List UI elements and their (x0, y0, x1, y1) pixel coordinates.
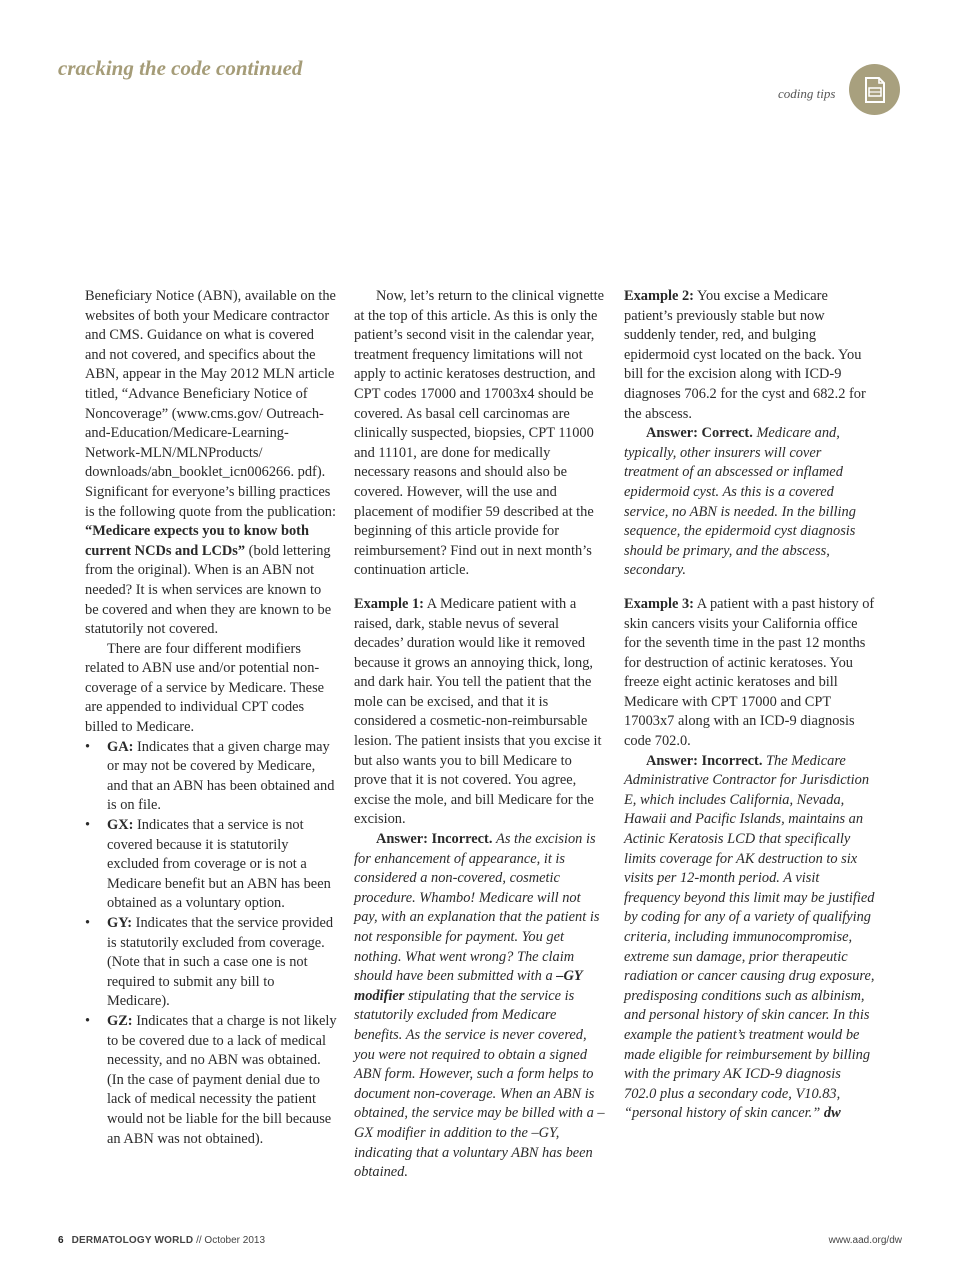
document-icon (862, 76, 888, 104)
page-number: 6 (58, 1235, 64, 1246)
answer-2: Answer: Correct. Medicare and, typically, other insurers will cover treatment of an abscessed or inflamed epidermoid cyst. As this is a covered service, no ABN is needed. In the billing sequence, the epidermoid cyst diagnosis should be primary, and the abscess, secondary. (624, 425, 856, 579)
example-3: Example 3: A patient with a past history of skin cancers visits your California office for the seventh time in the past 12 months for destruction of actinic keratoses. You freeze eight actinic keratoses and bill Medicare with CPT 17000 and CPT 17003x7 along with an ICD-9 diagnosis code 702.0. (624, 595, 875, 750)
section-title: cracking the code continued (58, 56, 303, 80)
bold-quote: “Medicare expects you to know both current NCDs and LCDs” (85, 523, 309, 559)
issue-date: // October 2013 (196, 1235, 266, 1246)
column-3 (624, 287, 876, 1124)
signoff: dw (823, 1105, 841, 1122)
list-item: • GZ: Indicates that a charge is not likely to be covered due to a lack of medical necessity, and no ABN was obtained. (In the case of payment denial due to lack of medical necessity the patient would not be liable for the bill because an ABN was not obtained). (85, 1012, 337, 1147)
example-2: Example 2: You excise a Medicare patient’s previously stable but now suddenly tender, red, and bulging epidermoid cyst located on the back. You bill for the excision along with ICD-9 diagnoses 706.2 for the cyst and 682.2 for the abscess. (624, 288, 866, 422)
footer-url[interactable]: www.aad.org/dw (828, 1235, 902, 1246)
magazine-name: DERMATOLOGY WORLD (71, 1235, 194, 1246)
answer-1: Answer: Incorrect. As the excision is for enhancement of appearance, it is considered a non-covered, cosmetic procedure. Whambo! Medicare will not pay, with an explanation that the patient is not responsible for payment. You get nothing. What went wrong? The claim should have been submitted with a –GY modifier stipulating that the service is statutorily excluded from Medicare benefits. As the service is never covered, you were not required to obtain a signed ABN form. However, such a form helps to document non-coverage. When an ABN is obtained, the service may be billed with a –GX modifier in addition to the –GY, indicating that a voluntary ABN has been obtained. (354, 831, 605, 1181)
answer-3: Answer: Incorrect. The Medicare Administrative Contractor for Jurisdiction E, which includes California, Nevada, Hawaii and Pacific Islands, maintains an Actinic Keratosis LCD that specifically limits coverage for AK destruction to six visits per 12-month period. A visit frequency beyond this limit may be justified by coding for any of a variety of qualifying criteria, including immunocompromise, extreme sun damage, prior therapeutic radiation or cancer causing drug exposure, predisposing conditions such as albinism, and personal history of skin cancer. In this example the patient’s treatment would be made eligible for reimbursement by billing with the primary AK ICD-9 diagnosis 702.0 plus a secondary code, V10.83, “personal history of skin cancer.” dw (624, 752, 875, 1122)
coding-tips-badge (849, 64, 900, 115)
paragraph: Now, let’s return to the clinical vignette at the top of this article. As this is only the patient’s second visit in the calendar year, treatment frequency limitations will not apply to actinic keratoses destruction, and CPT codes 17000 and 17003x4 should be covered. As basal cell carcinomas are clinically suspected, biopsies, CPT 11000 and 11101, are done for medically necessary reasons and should also be covered. However, will the use and placement of modifier 59 described at the beginning of this article provide for reimbursement? Find out in next month’s continuation article. (354, 288, 605, 579)
column-2 (354, 287, 606, 1183)
paragraph: Beneficiary Notice (ABN), available on the websites of both your Medicare contractor and CMS. Guidance on what is covered and not covered, and specifics about the ABN, appear in the May 2012 MLN article titled, “Advance Beneficiary Notice of Noncoverage” (www.cms.gov/ Outreach-and-Education/Medicare-Learning-Network-MLN/MLNProducts/ downloads/abn_booklet_icn006266. pdf). Significant for everyone’s billing practices is the following quote from the publication: “Medicare expects you to know both current NCDs and LCDs” (bold lettering from the original). When is an ABN not needed? It is when services are known to be covered and when they are known to be statutorily not covered. (85, 288, 336, 638)
list-item: • GA: Indicates that a given charge may or may not be covered by Medicare, and that an ABN has been obtained and is on file. (85, 738, 335, 814)
list-item: • GX: Indicates that a service is not covered because it is statutorily excluded from coverage or is not a Medicare benefit but an ABN has been obtained as a voluntary option. (85, 817, 331, 912)
footer-left (58, 1235, 265, 1246)
column-1 (85, 287, 337, 1149)
paragraph: There are four different modifiers related to ABN use and/or potential non-coverage of a service by Medicare. These are appended to individual CPT codes billed to Medicare. (85, 640, 325, 736)
modifier-list (85, 738, 337, 1149)
list-item: • GY: Indicates that the service provided is statutorily excluded from coverage. (Note that in such a case one is not required to submit any bill to Medicare). (85, 915, 334, 1010)
example-1: Example 1: A Medicare patient with a raised, dark, stable nevus of several decades’ duration would like it removed because it grows an annoying thick, long, and dark hair. You tell the patient that the mole can be excised, and that it is considered a cosmetic-non-reimbursable lesion. The patient insists that you excise it but also wants you to bill Medicare to prove that it is not covered. You agree, excise the mole, and bill Medicare for the excision. (354, 595, 602, 828)
section-label: coding tips (778, 86, 836, 101)
